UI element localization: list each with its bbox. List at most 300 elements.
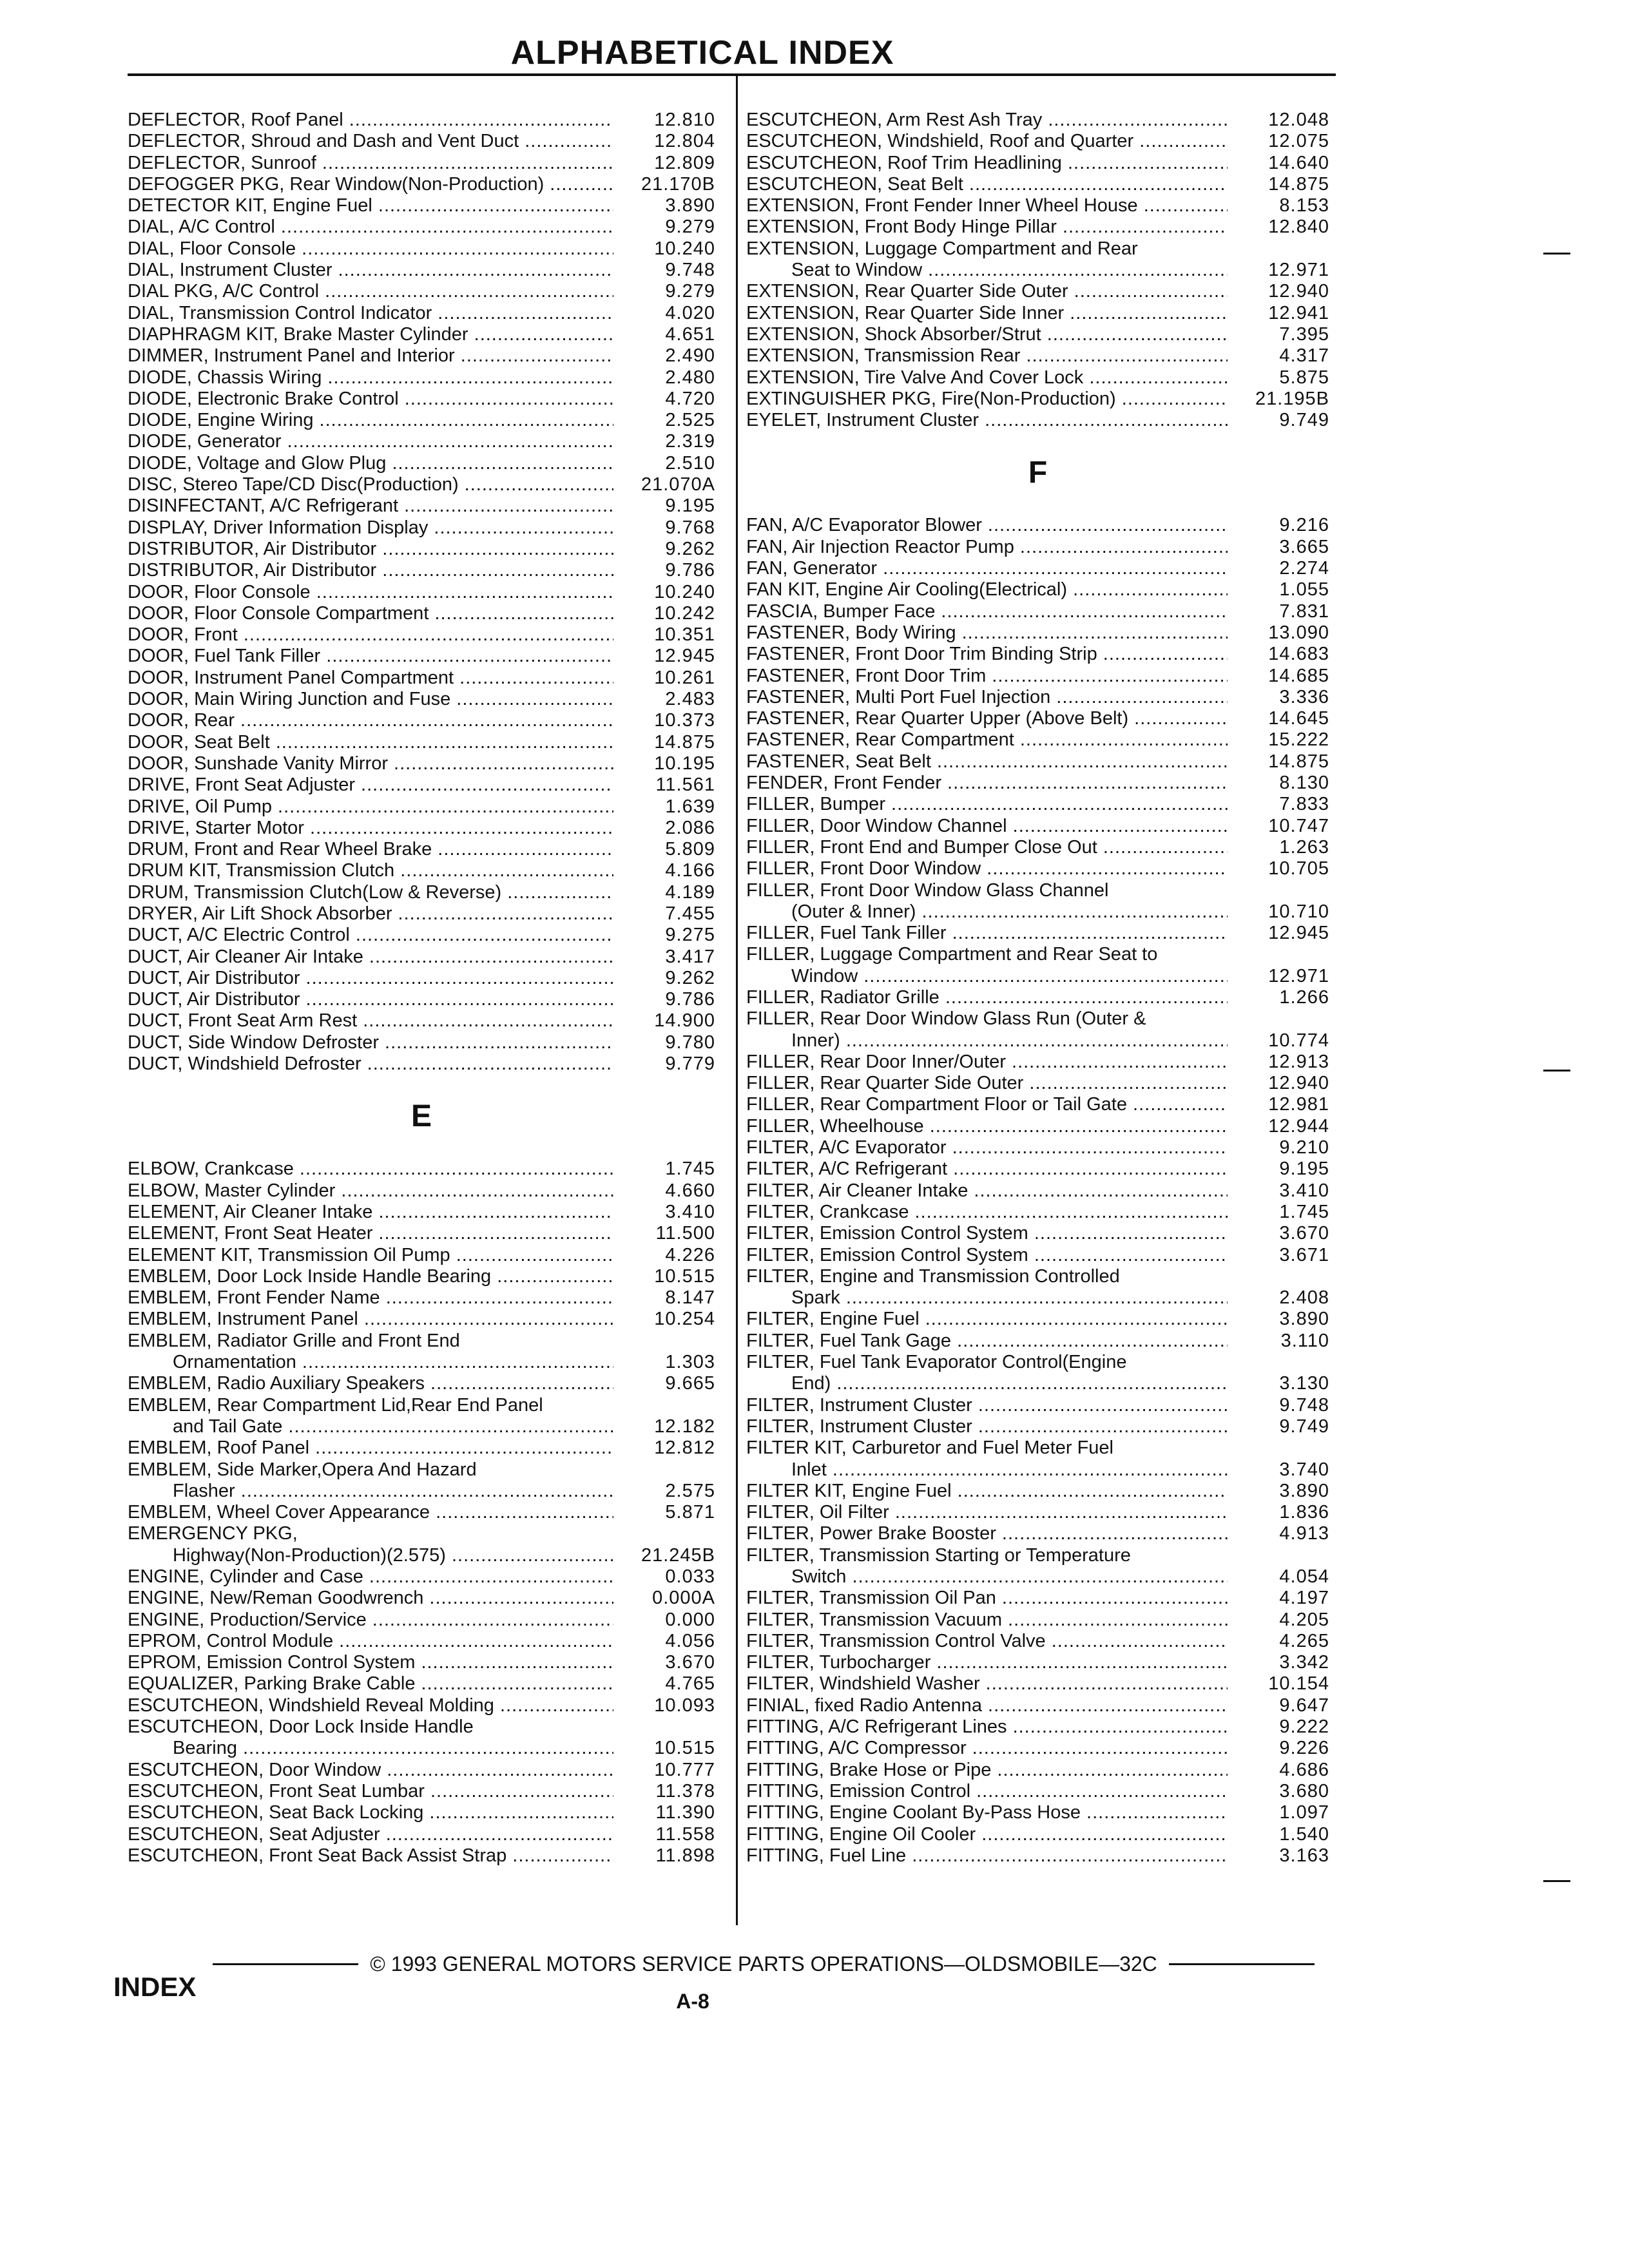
entry-label: ELBOW, Crankcase ..... bbox=[128, 1158, 613, 1180]
entry-reference: 3.670 bbox=[1279, 1223, 1329, 1244]
entry-reference: 0.033 bbox=[665, 1566, 715, 1587]
index-entry bbox=[746, 1331, 1329, 1352]
entry-label: FITTING, Fuel Line ..... bbox=[746, 1845, 1228, 1867]
entry-label: ELEMENT KIT, Transmission Oil Pump ..... bbox=[128, 1245, 613, 1266]
entry-label: FASCIA, Bumper Face ..... bbox=[746, 601, 1228, 622]
entry-label: FILLER, Rear Quarter Side Outer ..... bbox=[746, 1073, 1228, 1094]
index-entry bbox=[128, 1352, 715, 1373]
entry-label: DISTRIBUTOR, Air Distributor ..... bbox=[128, 539, 613, 560]
index-entry-first-line: FILLER, Front Door Window Glass Channel bbox=[746, 879, 1109, 901]
entry-reference: 10.747 bbox=[1268, 815, 1329, 836]
entry-label: ESCUTCHEON, Door Window ..... bbox=[128, 1760, 613, 1781]
entry-reference: 8.153 bbox=[1279, 195, 1329, 216]
entry-reference: 21.195B bbox=[1255, 388, 1329, 409]
entry-label: EXTENSION, Front Fender Inner Wheel House ..... bbox=[746, 195, 1228, 216]
entry-reference: 12.945 bbox=[1268, 923, 1329, 944]
entry-label: ESCUTCHEON, Front Seat Back Assist Strap ..... bbox=[128, 1845, 613, 1867]
index-entry bbox=[128, 646, 715, 667]
index-entry bbox=[128, 925, 715, 946]
index-entry bbox=[746, 1781, 1329, 1802]
entry-reference: 10.373 bbox=[654, 710, 715, 731]
entry-label: DIODE, Chassis Wiring ..... bbox=[128, 367, 613, 389]
index-entry bbox=[746, 1523, 1329, 1544]
entry-label: Seat to Window ..... bbox=[746, 260, 1228, 281]
index-entry bbox=[746, 515, 1329, 536]
entry-reference: 14.683 bbox=[1268, 644, 1329, 665]
entry-label: EXTENSION, Rear Quarter Side Inner ..... bbox=[746, 303, 1228, 324]
entry-reference: 4.205 bbox=[1279, 1609, 1329, 1630]
entry-label: Highway(Non-Production)(2.575) ..... bbox=[128, 1545, 613, 1566]
entry-reference: 4.226 bbox=[665, 1244, 715, 1265]
entry-reference: 9.647 bbox=[1279, 1695, 1329, 1716]
entry-label: DRYER, Air Lift Shock Absorber ..... bbox=[128, 903, 613, 925]
entry-reference: 2.483 bbox=[665, 689, 715, 710]
index-entry bbox=[746, 1631, 1329, 1652]
index-entry bbox=[128, 153, 715, 174]
entry-reference: 12.944 bbox=[1268, 1115, 1329, 1137]
index-entry bbox=[746, 110, 1329, 131]
index-entry bbox=[128, 774, 715, 796]
entry-reference: 3.410 bbox=[1279, 1180, 1329, 1201]
index-entry bbox=[128, 345, 715, 367]
entry-reference: 14.900 bbox=[654, 1010, 715, 1032]
index-entry bbox=[128, 238, 715, 260]
entry-label: FILTER, Emission Control System ..... bbox=[746, 1245, 1228, 1266]
entry-reference: 7.395 bbox=[1279, 323, 1329, 345]
entry-label: DUCT, Front Seat Arm Rest ..... bbox=[128, 1010, 613, 1032]
entry-reference: 11.561 bbox=[655, 774, 715, 796]
index-entry-first-line: EXTENSION, Luggage Compartment and Rear bbox=[746, 238, 1138, 259]
margin-tick bbox=[1543, 1070, 1570, 1072]
entry-reference: 12.981 bbox=[1268, 1094, 1329, 1115]
entry-reference: 11.898 bbox=[655, 1845, 715, 1866]
entry-label: FILTER, Power Brake Booster ..... bbox=[746, 1523, 1228, 1544]
index-entry bbox=[128, 174, 715, 195]
index-entry bbox=[128, 989, 715, 1010]
entry-label: DEFLECTOR, Shroud and Dash and Vent Duct ..... bbox=[128, 131, 613, 152]
entry-reference: 14.875 bbox=[654, 731, 715, 753]
index-entry bbox=[128, 839, 715, 860]
index-entry-first-line: EMBLEM, Radiator Grille and Front End bbox=[128, 1330, 460, 1351]
entry-reference: 12.804 bbox=[654, 131, 715, 152]
entry-reference: 7.833 bbox=[1279, 794, 1329, 815]
index-entry bbox=[128, 431, 715, 452]
entry-reference: 1.097 bbox=[1279, 1802, 1329, 1823]
title-rule bbox=[128, 73, 1336, 76]
entry-reference: 2.274 bbox=[1279, 558, 1329, 579]
index-entry bbox=[746, 751, 1329, 773]
entry-reference: 21.245B bbox=[641, 1544, 715, 1566]
entry-label: Switch ..... bbox=[746, 1566, 1228, 1588]
index-entry bbox=[128, 603, 715, 624]
page-title: ALPHABETICAL INDEX bbox=[510, 34, 894, 72]
index-entry-first-line: EMBLEM, Rear Compartment Lid,Rear End Panel bbox=[128, 1394, 543, 1416]
entry-label: Bearing ..... bbox=[128, 1738, 613, 1759]
entry-reference: 4.765 bbox=[665, 1673, 715, 1695]
index-entry bbox=[128, 1802, 715, 1823]
entry-reference: 9.780 bbox=[665, 1032, 715, 1053]
entry-label: ENGINE, Cylinder and Case ..... bbox=[128, 1566, 613, 1588]
index-entry-first-line: FILTER, Engine and Transmission Controlled bbox=[746, 1265, 1120, 1287]
index-entry bbox=[746, 1845, 1329, 1867]
entry-reference: 14.645 bbox=[1268, 708, 1329, 729]
entry-label: DISINFECTANT, A/C Refrigerant ..... bbox=[128, 495, 613, 517]
entry-label: DIODE, Generator ..... bbox=[128, 431, 613, 452]
index-entry bbox=[128, 1545, 715, 1566]
index-entry bbox=[746, 644, 1329, 665]
entry-label: Flasher ..... bbox=[128, 1481, 613, 1502]
entry-label: DISC, Stereo Tape/CD Disc(Production) ..... bbox=[128, 474, 613, 495]
entry-label: EXTINGUISHER PKG, Fire(Non-Production) ..... bbox=[746, 389, 1228, 410]
entry-label: Ornamentation ..... bbox=[128, 1352, 613, 1373]
entry-reference: 13.090 bbox=[1268, 622, 1329, 643]
entry-reference: 9.195 bbox=[1279, 1158, 1329, 1180]
entry-reference: 0.000 bbox=[665, 1609, 715, 1630]
index-entry bbox=[128, 1781, 715, 1802]
entry-reference: 9.768 bbox=[665, 517, 715, 538]
entry-label: Inlet ..... bbox=[746, 1459, 1228, 1481]
entry-label: ELEMENT, Front Seat Heater ..... bbox=[128, 1223, 613, 1244]
entry-reference: 3.670 bbox=[665, 1652, 715, 1673]
index-entry bbox=[746, 773, 1329, 794]
index-entry bbox=[128, 131, 715, 152]
entry-reference: 1.540 bbox=[1279, 1823, 1329, 1845]
entry-label: FILTER, Instrument Cluster ..... bbox=[746, 1395, 1228, 1416]
index-entry bbox=[746, 1566, 1329, 1588]
index-entry bbox=[746, 281, 1329, 302]
index-entry bbox=[128, 1566, 715, 1588]
entry-reference: 10.705 bbox=[1268, 858, 1329, 879]
index-entry bbox=[128, 1845, 715, 1867]
left-index-column bbox=[128, 110, 715, 1867]
entry-label: DISPLAY, Driver Information Display ..... bbox=[128, 517, 613, 539]
index-entry bbox=[746, 1030, 1329, 1052]
entry-label: FILLER, Radiator Grille ..... bbox=[746, 987, 1228, 1008]
entry-label: FILTER, Engine Fuel ..... bbox=[746, 1309, 1228, 1330]
index-entry bbox=[746, 687, 1329, 708]
index-entry bbox=[128, 1053, 715, 1075]
entry-reference: 1.836 bbox=[1279, 1502, 1329, 1523]
entry-reference: 11.378 bbox=[655, 1780, 715, 1802]
entry-reference: 4.197 bbox=[1279, 1588, 1329, 1609]
entry-reference: 12.812 bbox=[654, 1437, 715, 1459]
entry-label: FILTER, Instrument Cluster ..... bbox=[746, 1416, 1228, 1437]
entry-reference: 12.941 bbox=[1268, 302, 1329, 323]
entry-reference: 9.748 bbox=[665, 260, 715, 281]
entry-label: FASTENER, Front Door Trim Binding Strip ..... bbox=[746, 644, 1228, 665]
entry-reference: 15.222 bbox=[1268, 729, 1329, 751]
entry-reference: 10.093 bbox=[654, 1695, 715, 1716]
index-entry bbox=[128, 517, 715, 539]
entry-label: ELEMENT, Air Cleaner Intake ..... bbox=[128, 1202, 613, 1223]
index-entry bbox=[128, 303, 715, 324]
entry-reference: 10.777 bbox=[654, 1759, 715, 1780]
entry-label: FITTING, A/C Compressor ..... bbox=[746, 1738, 1228, 1759]
entry-reference: 4.651 bbox=[665, 323, 715, 345]
entry-reference: 9.279 bbox=[665, 281, 715, 302]
entry-reference: 4.056 bbox=[665, 1630, 715, 1651]
index-entry bbox=[128, 1502, 715, 1523]
entry-label: DOOR, Front ..... bbox=[128, 624, 613, 646]
entry-label: FAN, Air Injection Reactor Pump ..... bbox=[746, 537, 1228, 558]
entry-reference: 4.166 bbox=[665, 860, 715, 881]
entry-label: DEFLECTOR, Roof Panel ..... bbox=[128, 110, 613, 131]
index-entry bbox=[128, 1481, 715, 1502]
entry-reference: 1.055 bbox=[1279, 579, 1329, 601]
entry-reference: 9.226 bbox=[1279, 1738, 1329, 1759]
entry-label: DEFLECTOR, Sunroof ..... bbox=[128, 153, 613, 174]
entry-reference: 1.639 bbox=[665, 796, 715, 817]
entry-label: DRUM, Front and Rear Wheel Brake ..... bbox=[128, 839, 613, 860]
index-entry-first-line: FILTER, Transmission Starting or Temperature bbox=[746, 1544, 1131, 1566]
entry-label: FITTING, Engine Coolant By-Pass Hose ..... bbox=[746, 1802, 1228, 1823]
entry-reference: 9.262 bbox=[665, 967, 715, 988]
index-entry-first-line: EMBLEM, Side Marker,Opera And Hazard bbox=[128, 1459, 477, 1480]
index-entry-first-line: EMERGENCY PKG, bbox=[128, 1523, 298, 1544]
entry-label: EXTENSION, Transmission Rear ..... bbox=[746, 345, 1228, 367]
index-entry bbox=[746, 729, 1329, 751]
index-entry bbox=[746, 1116, 1329, 1137]
entry-label: EXTENSION, Rear Quarter Side Outer ..... bbox=[746, 281, 1228, 302]
entry-label: FILLER, Wheelhouse ..... bbox=[746, 1116, 1228, 1137]
index-entry bbox=[128, 1373, 715, 1394]
index-entry bbox=[746, 345, 1329, 367]
index-entry bbox=[746, 1610, 1329, 1631]
entry-reference: 9.275 bbox=[665, 925, 715, 946]
entry-reference: 12.810 bbox=[654, 110, 715, 130]
entry-reference: 2.480 bbox=[665, 367, 715, 388]
entry-label: FASTENER, Rear Quarter Upper (Above Belt) ..... bbox=[746, 708, 1228, 729]
entry-label: DIODE, Voltage and Glow Plug ..... bbox=[128, 453, 613, 474]
entry-reference: 1.745 bbox=[665, 1158, 715, 1180]
entry-reference: 1.263 bbox=[1279, 836, 1329, 858]
index-entry bbox=[746, 1180, 1329, 1202]
entry-reference: 2.525 bbox=[665, 410, 715, 431]
entry-label: (Outer & Inner) ..... bbox=[746, 901, 1228, 923]
index-entry bbox=[128, 968, 715, 989]
index-entry bbox=[128, 367, 715, 389]
entry-reference: 14.685 bbox=[1268, 665, 1329, 686]
entry-reference: 12.809 bbox=[654, 152, 715, 173]
entry-label: FILTER, Oil Filter ..... bbox=[746, 1502, 1228, 1523]
entry-label: ESCUTCHEON, Front Seat Lumbar ..... bbox=[128, 1781, 613, 1802]
index-entry bbox=[128, 947, 715, 968]
entry-label: and Tail Gate ..... bbox=[128, 1416, 613, 1437]
index-entry bbox=[746, 858, 1329, 879]
index-entry bbox=[128, 582, 715, 603]
index-entry bbox=[128, 1652, 715, 1673]
entry-reference: 2.510 bbox=[665, 452, 715, 474]
entry-label: DOOR, Sunshade Vanity Mirror ..... bbox=[128, 753, 613, 774]
entry-reference: 4.189 bbox=[665, 881, 715, 903]
index-entry bbox=[128, 495, 715, 517]
index-entry bbox=[128, 1245, 715, 1266]
entry-label: FILTER, Transmission Control Valve ..... bbox=[746, 1631, 1228, 1652]
index-entry bbox=[128, 624, 715, 646]
entry-reference: 1.266 bbox=[1279, 986, 1329, 1008]
entry-reference: 10.154 bbox=[1268, 1673, 1329, 1695]
entry-label: FASTENER, Multi Port Fuel Injection ..... bbox=[746, 687, 1228, 708]
index-entry bbox=[746, 216, 1329, 238]
index-entry bbox=[128, 1223, 715, 1244]
entry-label: FASTENER, Front Door Trim ..... bbox=[746, 666, 1228, 687]
index-entry bbox=[128, 389, 715, 410]
entry-reference: 9.749 bbox=[1279, 410, 1329, 431]
index-entry bbox=[746, 1137, 1329, 1158]
index-entry bbox=[746, 1760, 1329, 1781]
entry-label: EPROM, Control Module ..... bbox=[128, 1631, 613, 1652]
entry-reference: 3.417 bbox=[665, 946, 715, 967]
index-entry bbox=[746, 1094, 1329, 1115]
entry-reference: 9.749 bbox=[1279, 1416, 1329, 1437]
entry-label: DIAPHRAGM KIT, Brake Master Cylinder ..... bbox=[128, 324, 613, 345]
entry-label: EYELET, Instrument Cluster ..... bbox=[746, 410, 1228, 431]
entry-reference: 10.351 bbox=[654, 624, 715, 646]
index-entry bbox=[746, 367, 1329, 389]
index-entry bbox=[746, 901, 1329, 923]
index-entry bbox=[746, 1373, 1329, 1394]
entry-reference: 3.665 bbox=[1279, 536, 1329, 557]
entry-reference: 5.809 bbox=[665, 839, 715, 860]
index-entry bbox=[746, 153, 1329, 174]
entry-label: EXTENSION, Front Body Hinge Pillar ..... bbox=[746, 216, 1228, 238]
entry-label: ESCUTCHEON, Windshield Reveal Molding ..... bbox=[128, 1695, 613, 1716]
entry-reference: 1.303 bbox=[665, 1352, 715, 1373]
entry-label: ESCUTCHEON, Roof Trim Headlining ..... bbox=[746, 153, 1228, 174]
entry-reference: 2.490 bbox=[665, 345, 715, 367]
entry-reference: 5.871 bbox=[665, 1502, 715, 1523]
entry-label: FILLER, Front End and Bumper Close Out ..... bbox=[746, 837, 1228, 858]
entry-reference: 21.170B bbox=[641, 173, 715, 195]
entry-label: EMBLEM, Radio Auxiliary Speakers ..... bbox=[128, 1373, 613, 1394]
entry-label: FILTER, Turbocharger ..... bbox=[746, 1652, 1228, 1673]
entry-reference: 3.110 bbox=[1280, 1330, 1329, 1351]
index-entry bbox=[128, 281, 715, 302]
entry-label: FILLER, Rear Compartment Floor or Tail Gate ..... bbox=[746, 1094, 1228, 1115]
index-entry bbox=[746, 1502, 1329, 1523]
index-entry bbox=[128, 1824, 715, 1845]
index-entry bbox=[746, 1052, 1329, 1073]
footer-rule-right bbox=[1169, 1963, 1315, 1965]
entry-label: DIODE, Engine Wiring ..... bbox=[128, 410, 613, 431]
index-entry bbox=[128, 260, 715, 281]
entry-label: Window ..... bbox=[746, 966, 1228, 987]
index-entry bbox=[128, 1673, 715, 1695]
entry-reference: 11.500 bbox=[655, 1223, 715, 1244]
index-entry bbox=[746, 1073, 1329, 1094]
entry-reference: 5.875 bbox=[1279, 367, 1329, 388]
entry-reference: 12.182 bbox=[654, 1416, 715, 1437]
index-entry bbox=[128, 668, 715, 689]
index-entry-first-line: FILLER, Rear Door Window Glass Run (Outer & bbox=[746, 1008, 1146, 1030]
entry-label: EPROM, Emission Control System ..... bbox=[128, 1652, 613, 1673]
index-entry bbox=[746, 816, 1329, 837]
index-entry-first-line: ESCUTCHEON, Door Lock Inside Handle bbox=[128, 1716, 474, 1738]
index-entry bbox=[746, 1459, 1329, 1481]
entry-reference: 9.748 bbox=[1279, 1394, 1329, 1416]
entry-reference: 3.410 bbox=[665, 1201, 715, 1222]
index-entry bbox=[746, 1716, 1329, 1738]
margin-tick bbox=[1543, 1880, 1570, 1882]
entry-label: ESCUTCHEON, Windshield, Roof and Quarter ..... bbox=[746, 131, 1228, 152]
entry-reference: 12.940 bbox=[1268, 281, 1329, 302]
entry-reference: 10.240 bbox=[654, 238, 715, 259]
entry-label: DRUM KIT, Transmission Clutch ..... bbox=[128, 860, 613, 881]
index-entry bbox=[128, 216, 715, 238]
entry-label: ESCUTCHEON, Arm Rest Ash Tray ..... bbox=[746, 110, 1228, 131]
entry-reference: 9.195 bbox=[665, 495, 715, 517]
entry-reference: 0.000A bbox=[652, 1588, 715, 1609]
entry-label: FINIAL, fixed Radio Antenna ..... bbox=[746, 1695, 1228, 1716]
entry-reference: 12.913 bbox=[1268, 1051, 1329, 1072]
entry-label: DRIVE, Front Seat Adjuster ..... bbox=[128, 774, 613, 796]
entry-label: DIAL, Transmission Control Indicator ..... bbox=[128, 303, 613, 324]
entry-label: FILTER, Emission Control System ..... bbox=[746, 1223, 1228, 1244]
index-entry bbox=[746, 794, 1329, 815]
entry-label: DOOR, Floor Console ..... bbox=[128, 582, 613, 603]
footer-rule-left bbox=[213, 1963, 358, 1965]
entry-reference: 1.745 bbox=[1279, 1201, 1329, 1222]
entry-label: FILLER, Bumper ..... bbox=[746, 794, 1228, 815]
entry-label: ENGINE, New/Reman Goodwrench ..... bbox=[128, 1588, 613, 1609]
entry-label: FITTING, Brake Hose or Pipe ..... bbox=[746, 1760, 1228, 1781]
index-entry bbox=[128, 1631, 715, 1652]
entry-label: DIAL PKG, A/C Control ..... bbox=[128, 281, 613, 302]
entry-label: End) ..... bbox=[746, 1373, 1228, 1394]
index-entry bbox=[128, 1738, 715, 1759]
entry-label: FILTER KIT, Engine Fuel ..... bbox=[746, 1481, 1228, 1502]
index-entry bbox=[128, 732, 715, 753]
entry-reference: 4.054 bbox=[1279, 1566, 1329, 1587]
entry-label: EMBLEM, Front Fender Name ..... bbox=[128, 1287, 613, 1309]
entry-label: DEFOGGER PKG, Rear Window(Non-Production) ..... bbox=[128, 174, 613, 195]
entry-reference: 3.336 bbox=[1279, 686, 1329, 707]
entry-reference: 3.671 bbox=[1279, 1244, 1329, 1265]
index-entry bbox=[128, 796, 715, 818]
entry-reference: 11.558 bbox=[655, 1823, 715, 1845]
index-entry bbox=[746, 1158, 1329, 1180]
entry-label: FILLER, Rear Door Inner/Outer ..... bbox=[746, 1052, 1228, 1073]
index-entry bbox=[746, 174, 1329, 195]
entry-reference: 10.774 bbox=[1268, 1030, 1329, 1051]
entry-label: DUCT, Air Distributor ..... bbox=[128, 989, 613, 1010]
entry-reference: 14.875 bbox=[1268, 173, 1329, 195]
column-divider bbox=[736, 76, 738, 1925]
entry-label: DOOR, Main Wiring Junction and Fuse ..... bbox=[128, 689, 613, 710]
index-entry bbox=[746, 558, 1329, 579]
entry-label: DOOR, Rear ..... bbox=[128, 710, 613, 731]
entry-reference: 12.075 bbox=[1268, 131, 1329, 152]
entry-label: FILTER, Fuel Tank Gage ..... bbox=[746, 1331, 1228, 1352]
entry-label: DRIVE, Oil Pump ..... bbox=[128, 796, 613, 818]
index-entry bbox=[128, 1309, 715, 1330]
entry-reference: 2.319 bbox=[665, 431, 715, 452]
entry-reference: 3.163 bbox=[1279, 1845, 1329, 1866]
entry-label: FITTING, Emission Control ..... bbox=[746, 1781, 1228, 1802]
entry-reference: 10.515 bbox=[654, 1738, 715, 1759]
index-entry bbox=[746, 1309, 1329, 1330]
entry-label: EQUALIZER, Parking Brake Cable ..... bbox=[128, 1673, 613, 1695]
entry-label: ESCUTCHEON, Seat Adjuster ..... bbox=[128, 1824, 613, 1845]
entry-label: DUCT, Side Window Defroster ..... bbox=[128, 1032, 613, 1053]
index-entry bbox=[128, 1032, 715, 1053]
entry-label: FAN, A/C Evaporator Blower ..... bbox=[746, 515, 1228, 536]
entry-label: DUCT, Air Cleaner Air Intake ..... bbox=[128, 947, 613, 968]
section-label: INDEX bbox=[113, 1972, 197, 2002]
entry-label: FILTER, Windshield Washer ..... bbox=[746, 1673, 1228, 1695]
entry-reference: 11.390 bbox=[655, 1802, 715, 1823]
index-entry-first-line: FILLER, Luggage Compartment and Rear Seat to bbox=[746, 944, 1158, 965]
